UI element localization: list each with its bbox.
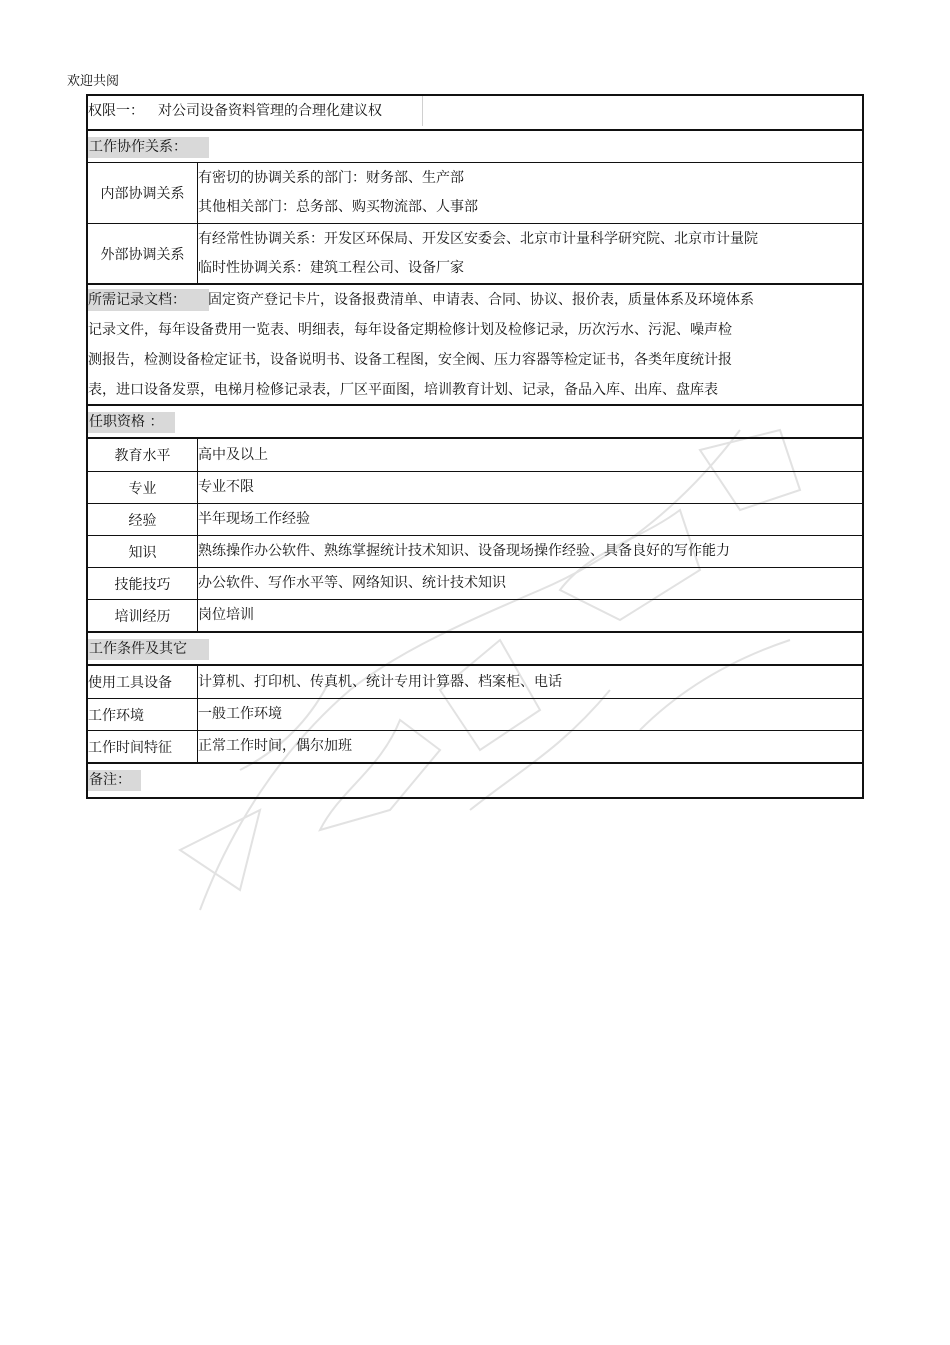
table-row xyxy=(88,698,862,730)
row-label: 教育水平 xyxy=(88,439,198,471)
row-value: 办公软件、写作水平等、网络知识、统计技术知识 xyxy=(198,575,506,591)
qualifications-title: 任职资格 ： xyxy=(88,412,175,433)
row-value: 专业不限 xyxy=(198,479,254,495)
internal-coordination-label: 内部协调关系 xyxy=(88,163,198,223)
internal-coordination-line: 有密切的协调关系的部门：财务部、生产部 xyxy=(198,170,464,186)
cell-divider xyxy=(422,96,423,126)
row-label: 培训经历 xyxy=(88,600,198,631)
row-label: 使用工具设备 xyxy=(88,666,198,698)
row-label: 技能技巧 xyxy=(88,568,198,599)
external-coordination-line: 临时性协调关系：建筑工程公司、设备厂家 xyxy=(198,259,464,276)
welcome-text: 欢迎共阅 xyxy=(67,74,120,89)
table-row xyxy=(88,567,862,599)
external-coordination-label: 外部协调关系 xyxy=(88,224,198,283)
records-section xyxy=(88,283,862,404)
row-label: 知识 xyxy=(88,536,198,567)
conditions-title: 工作条件及其它 xyxy=(88,639,209,660)
row-value: 岗位培训 xyxy=(198,607,254,623)
authority-value: 对公司设备资料管理的合理化建议权 xyxy=(158,103,382,119)
row-value: 一般工作环境 xyxy=(198,706,282,722)
note-label: 备注： xyxy=(88,770,141,791)
table-row xyxy=(88,666,862,698)
table-row xyxy=(88,535,862,567)
coordination-title: 工作协作关系： xyxy=(88,137,209,158)
row-value: 半年现场工作经验 xyxy=(198,511,310,527)
conditions-table xyxy=(88,664,862,762)
table-row xyxy=(88,730,862,762)
table-row xyxy=(88,439,862,471)
table-row xyxy=(88,163,862,223)
authority-section xyxy=(88,96,862,129)
records-line: 固定资产登记卡片，设备报费清单、申请表、合同、协议、报价表，质量体系及环境体系 xyxy=(208,292,754,308)
qualifications-header xyxy=(88,404,862,437)
table-row xyxy=(88,471,862,503)
row-label: 经验 xyxy=(88,504,198,535)
job-description-form xyxy=(86,94,864,799)
qualifications-table xyxy=(88,437,862,631)
row-label: 工作环境 xyxy=(88,699,198,730)
records-line: 表，进口设备发票，电梯月检修记录表，厂区平面图，培训教育计划、记录，备品入库、出库、盘库表 xyxy=(88,382,718,398)
external-coordination-line: 有经常性协调关系：开发区环保局、开发区安委会、北京市计量科学研究院、北京市计量院 xyxy=(198,230,758,247)
row-value: 正常工作时间，偶尔加班 xyxy=(198,738,352,754)
coordination-header xyxy=(88,129,862,162)
row-label: 专业 xyxy=(88,472,198,503)
row-label: 工作时间特征 xyxy=(88,731,198,762)
table-row xyxy=(88,503,862,535)
records-line: 测报告，检测设备检定证书，设备说明书、设备工程图，安全阀、压力容器等检定证书，各类年度统计报 xyxy=(88,352,732,368)
conditions-header xyxy=(88,631,862,664)
records-line: 记录文件，每年设备费用一览表、明细表，每年设备定期检修计划及检修记录，历次污水、污泥、噪声检 xyxy=(88,322,732,338)
row-value: 计算机、打印机、传真机、统计专用计算器、档案柜、电话 xyxy=(198,673,562,690)
records-label: 所需记录文档： xyxy=(88,289,209,311)
table-row xyxy=(88,599,862,631)
table-row xyxy=(88,223,862,283)
authority-label: 权限一： xyxy=(88,103,144,119)
note-section xyxy=(88,762,862,797)
coordination-table xyxy=(88,162,862,283)
row-value: 高中及以上 xyxy=(198,446,268,463)
row-value: 熟练操作办公软件、熟练掌握统计技术知识、设备现场操作经验、具备良好的写作能力 xyxy=(198,543,730,559)
internal-coordination-line: 其他相关部门：总务部、购买物流部、人事部 xyxy=(198,199,478,215)
